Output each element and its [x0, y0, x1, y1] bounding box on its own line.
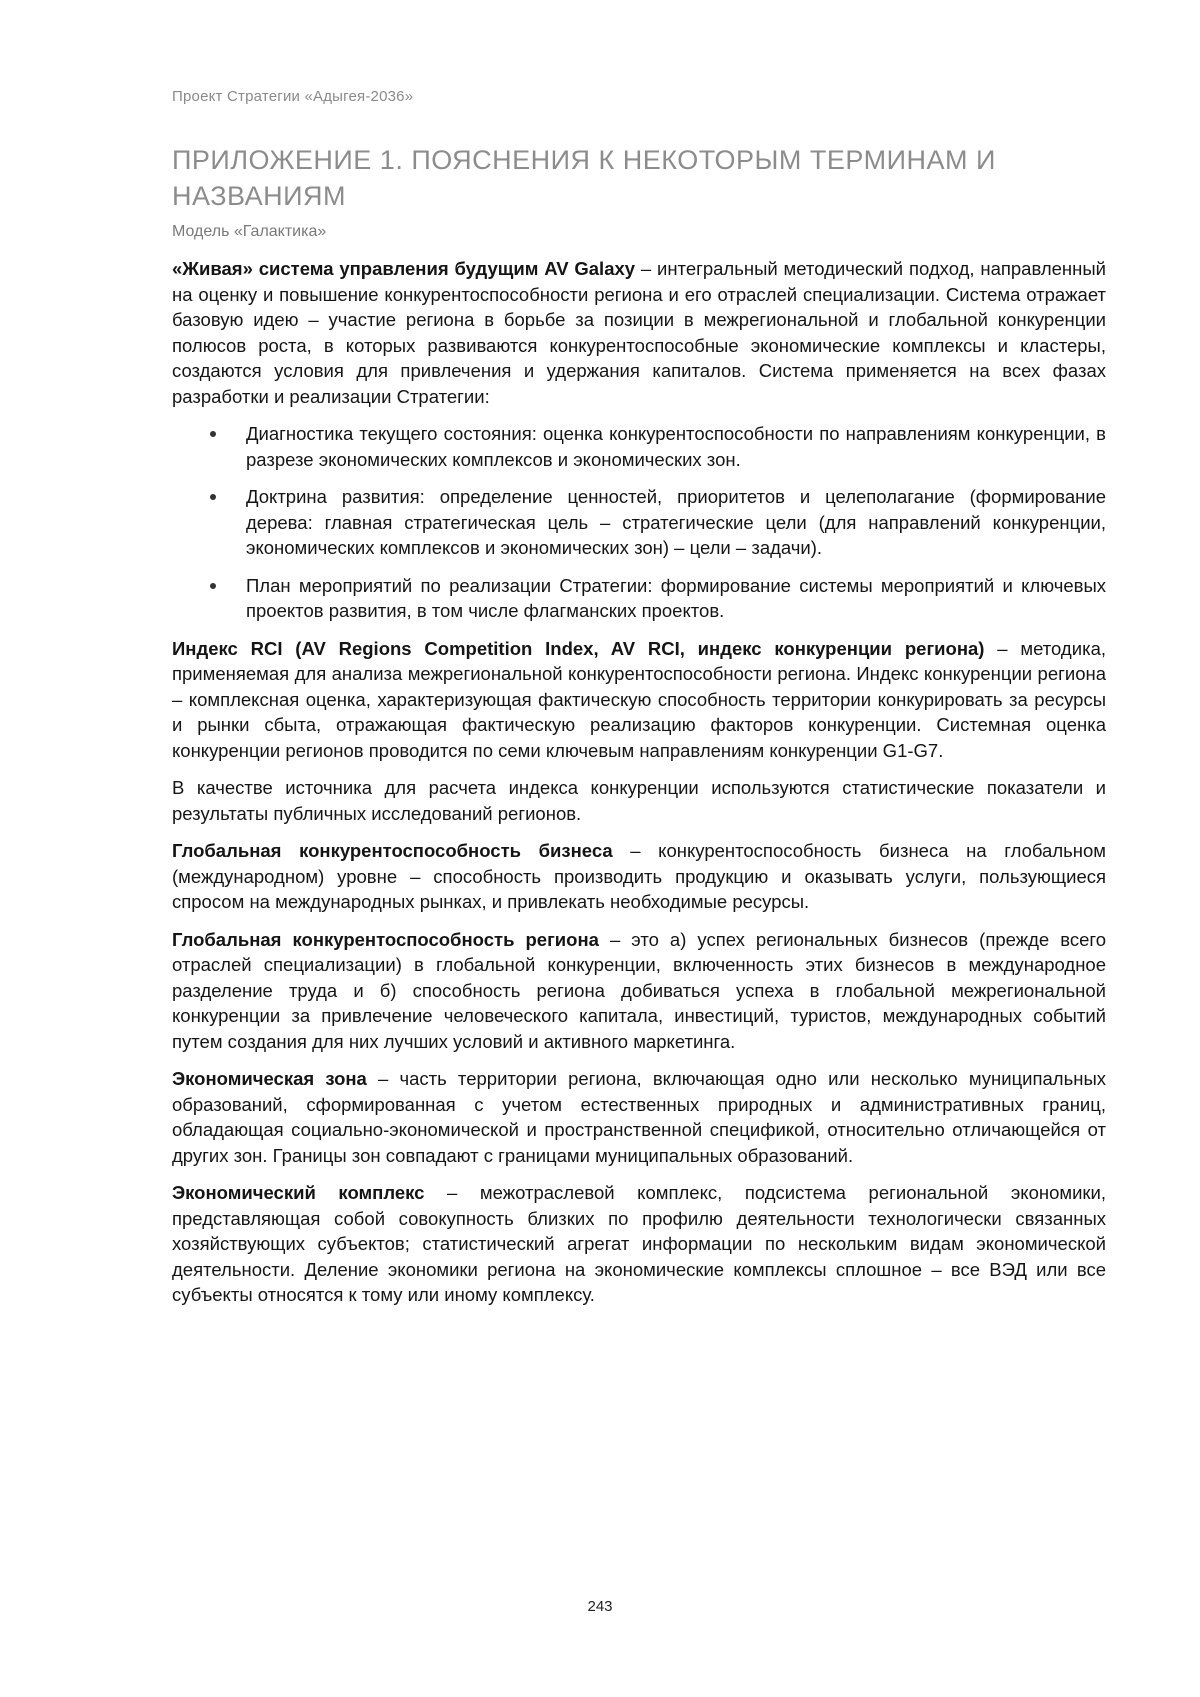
list-item-text: Диагностика текущего состояния: оценка конкурентоспособности по направлениям конкуренции, в разрезе экономических комплексов и экономических зон.	[246, 423, 1106, 470]
term-global-region: Глобальная конкурентоспособность региона	[172, 928, 599, 950]
definition-economic-zone: – часть территории региона, включающая одно или несколько муниципальных образований, сформированная с учетом естественных природных и административных границ, обладающая социально-экономической и пространственной спецификой, относительно отличающейся от других зон. Границы зон совпадают с границами муниципальных образований.	[172, 1068, 1106, 1166]
section-label: Модель «Галактика»	[172, 223, 327, 240]
term-economic-zone: Экономическая зона	[172, 1068, 367, 1089]
definition-economic-complex: – межотраслевой комплекс, подсистема региональной экономики, представляющая собой совокупность близких по профилю деятельности технологически связанных хозяйствующих субъектов; статистический агрегат информации по нескольким видам экономической деятельности. Деление экономики региона на экономические комплексы сплошное – все ВЭД или все субъекты относятся к тому или иному комплексу.	[172, 1182, 1106, 1305]
term-global-business: Глобальная конкурентоспособность бизнеса	[172, 840, 613, 861]
bullet-icon	[210, 431, 216, 437]
term-galaxy: «Живая» система управления будущим AV Galaxy	[172, 258, 636, 279]
bullet-list	[172, 421, 1106, 624]
appendix-title: ПРИЛОЖЕНИЕ 1. ПОЯСНЕНИЯ К НЕКОТОРЫМ ТЕРМИНАМ И НАЗВАНИЯМ	[172, 145, 996, 211]
paragraph-economic-complex	[172, 1180, 1106, 1308]
paragraph-economic-zone	[172, 1066, 1106, 1168]
term-economic-complex: Экономический комплекс	[172, 1182, 425, 1203]
definition-global-region: – это а) успех региональных бизнесов (прежде всего отраслей специализации) в глобальной конкуренции, включенность этих бизнесов в международное разделение труда и б) способность региона добиваться успеха в глобальной межрегиональной конкуренции за привлечение человеческого капитала, инвестиций, туристов, международных событий путем создания для них лучших условий и активного маркетинга.	[172, 928, 1106, 1052]
bullet-icon	[210, 583, 216, 589]
definition-galaxy: – интегральный методический подход, направленный на оценку и повышение конкурентоспособности региона и его отраслей специализации. Система отражает базовую идею – участие региона в борьбе за позиции в межрегиональной и глобальной конкуренции полюсов роста, в которых развиваются конкурентоспособные экономические комплексы и кластеры, создаются условия для привлечения и удержания капиталов. Система применяется на всех фазах разработки и реализации Стратегии:	[172, 258, 1106, 407]
term-rci: Индекс RCI (AV Regions Competition Index, AV RCI, индекс конкуренции региона)	[172, 637, 985, 659]
list-item	[246, 573, 1106, 624]
list-item	[246, 484, 1106, 561]
paragraph-galaxy	[172, 256, 1106, 409]
definition-rci: – методика, применяемая для анализа межрегиональной конкурентоспособности региона. Индекс конкуренции региона – комплексная оценка, характеризующая фактическую способность территории конкурировать за ресурсы и рынки сбыта, отражающая фактическую реализацию факторов конкуренции. Системная оценка конкуренции регионов проводится по семи ключевым направлениям конкуренции G1-G7.	[172, 637, 1106, 761]
paragraph-global-business	[172, 838, 1106, 915]
definition-global-business: – конкурентоспособность бизнеса на глобальном (международном) уровне – способность производить продукцию и оказывать услуги, пользующиеся спросом на международных рынках, и привлекать необходимые ресурсы.	[172, 840, 1106, 912]
bullet-icon	[210, 494, 216, 500]
list-item	[246, 421, 1106, 472]
paragraph-rci	[172, 636, 1106, 764]
document-body	[172, 256, 1106, 1320]
running-header: Проект Стратегии «Адыгея-2036»	[172, 88, 414, 105]
paragraph-global-region	[172, 927, 1106, 1055]
page-number: 243	[587, 1598, 613, 1615]
paragraph-rci-source: В качестве источника для расчета индекса конкуренции используются статистические показатели и результаты публичных исследований регионов.	[172, 777, 1106, 824]
list-item-text: Доктрина развития: определение ценностей, приоритетов и целеполагание (формирование дерева: главная стратегическая цель – стратегические цели (для направлений конкуренции, экономических комплексов и экономических зон) – цели – задачи).	[246, 486, 1106, 558]
list-item-text: План мероприятий по реализации Стратегии: формирование системы мероприятий и ключевых проектов развития, в том числе флагманских проектов.	[246, 574, 1106, 621]
